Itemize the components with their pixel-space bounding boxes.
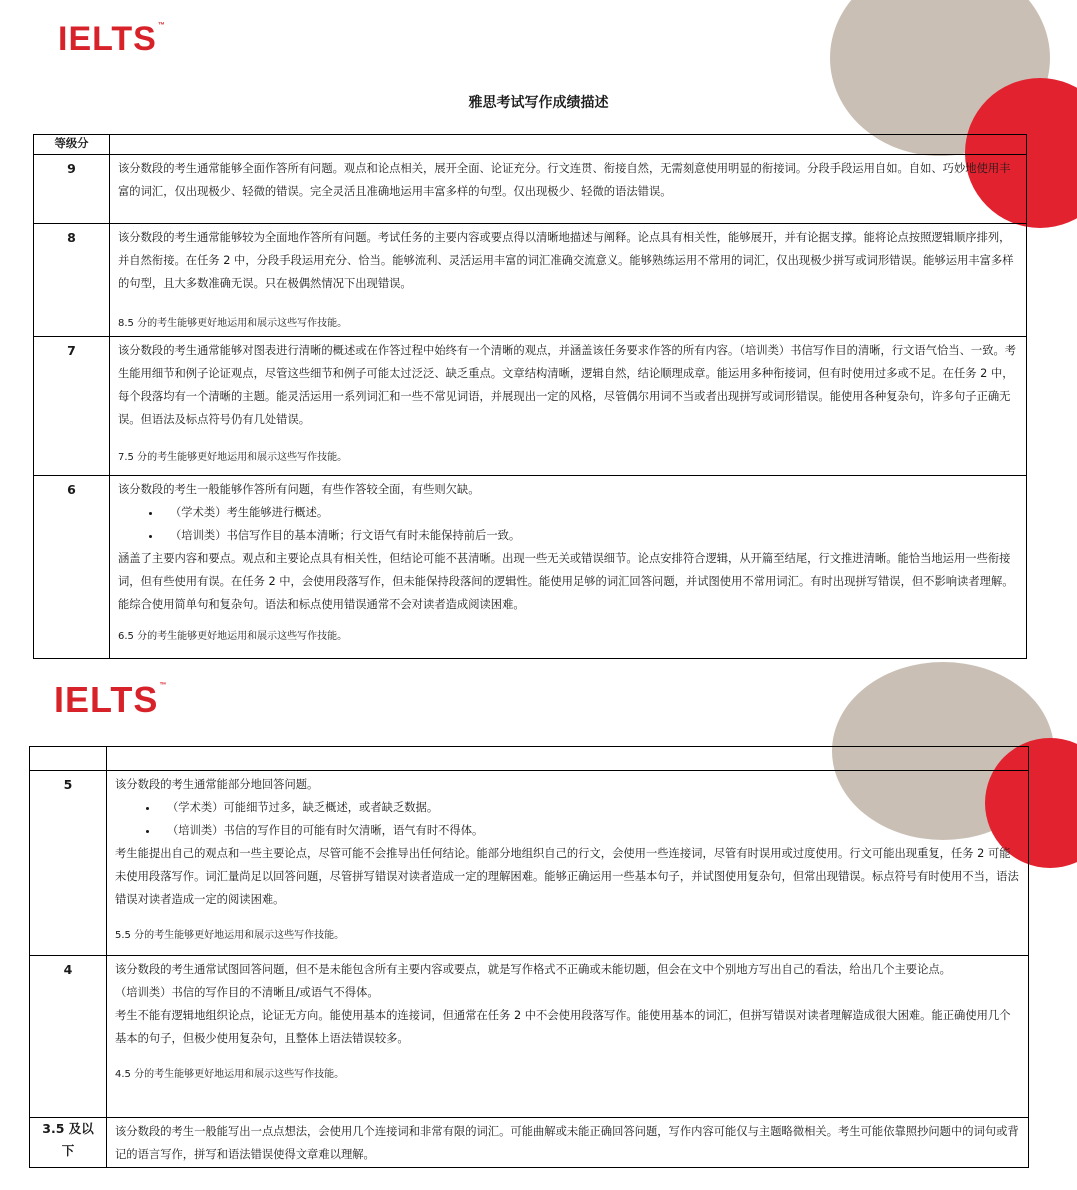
table-row xyxy=(34,337,1027,476)
bullet-item: • （学术类）考生能够进行概述。 xyxy=(162,501,1018,524)
description-text: 该分数段的考生通常能够全面作答所有问题。观点和论点相关，展开全面、论证充分。行文连贯、衔接自然，无需刻意使用明显的衔接词。分段手段运用自如。自如、巧妙地使用丰富的词汇，仅出现极少、轻微的错误。完全灵活且准确地运用丰富多样的句型。仅出现极少、轻微的语法错误。 xyxy=(118,162,1011,198)
description-text: 该分数段的考生一般能够作答所有问题，有些作答较全面，有些则欠缺。 xyxy=(118,483,480,496)
band-score: 3.5 及以下 xyxy=(30,1118,107,1168)
band-descriptor-table xyxy=(33,134,1027,659)
band-description xyxy=(107,1118,1029,1168)
half-band-note: 7.5 分的考生能够更好地运用和展示这些写作技能。 xyxy=(118,452,348,463)
band-score: 5 xyxy=(30,771,107,956)
description-text: 考生不能有逻辑地组织论点，论证无方向。能使用基本的连接词，但通常在任务 2 中不会使用段落写作。能使用基本的词汇，但拼写错误对读者理解造成很大困难。能正确使用几个基本的句子，但极少使用复杂句，且整体上语法错误较多。 xyxy=(115,1009,1011,1045)
description-text: 该分数段的考生通常能够对图表进行清晰的概述或在作答过程中始终有一个清晰的观点，并涵盖该任务要求作答的所有内容。（培训类）书信写作目的清晰，行文语气恰当、一致。考生能用细节和例子论证观点，尽管这些细节和例子可能太过泛泛、缺乏重点。文章结构清晰，逻辑自然，结论顺理成章。能运用多种衔接词，但有时使用过多或不足。在任务 2 中，每个段落均有一个清晰的主题。能灵活运用一系列词汇和一些不常见词语，并展现出一定的风格，尽管偶尔用词不当或者出现拼写或词形错误。能使用各种复杂句，许多句子正确无误。但语法及标点符号仍有几处错误。 xyxy=(118,344,1017,426)
half-band-note: 4.5 分的考生能够更好地运用和展示这些写作技能。 xyxy=(115,1069,345,1080)
table-row xyxy=(34,224,1027,337)
band-description xyxy=(110,224,1027,337)
header-band-label: 等级分 xyxy=(34,135,110,155)
table-row xyxy=(34,155,1027,224)
band-description xyxy=(110,476,1027,659)
band-description xyxy=(107,771,1029,956)
band-descriptor-table xyxy=(29,746,1029,1168)
table-header-row xyxy=(30,747,1029,771)
band-description xyxy=(107,956,1029,1118)
band-score: 8 xyxy=(34,224,110,337)
band-score: 4 xyxy=(30,956,107,1118)
bullet-item: • （学术类）可能细节过多，缺乏概述，或者缺乏数据。 xyxy=(159,796,1020,819)
table-row xyxy=(34,476,1027,659)
table-row xyxy=(30,956,1029,1118)
bullet-item: • （培训类）书信写作目的基本清晰；行文语气有时未能保持前后一致。 xyxy=(162,524,1018,547)
header-band-cell xyxy=(30,747,107,771)
band-score: 9 xyxy=(34,155,110,224)
description-text: 考生能提出自己的观点和一些主要论点，尽管可能不会推导出任何结论。能部分地组织自己的行文，会使用一些连接词，尽管有时误用或过度使用。行文可能出现重复，任务 2 可能未使用段落写作。词汇量尚足以回答问题，尽管拼写错误对读者造成一定的理解困难。能够正确运用一些基本句子，并试图使用复杂句，但常出现错误。标点符号有时使用不当，语法错误对读者造成一定的阅读困难。 xyxy=(115,847,1019,906)
ielts-logo: IELTS™ xyxy=(58,20,166,58)
table-row xyxy=(30,771,1029,956)
description-text: （培训类）书信的写作目的不清晰且/或语气不得体。 xyxy=(115,986,379,999)
ielts-logo: IELTS™ xyxy=(54,679,168,720)
document-title: 雅思考试写作成绩描述 xyxy=(468,95,609,111)
bullet-item: • （培训类）书信的写作目的可能有时欠清晰，语气有时不得体。 xyxy=(159,819,1020,842)
description-text: 该分数段的考生通常试图回答问题，但不是未能包含所有主要内容或要点，就是写作格式不正确或未能切题，但会在文中个别地方写出自己的看法，给出几个主要论点。 xyxy=(115,963,951,976)
description-text: 该分数段的考生通常能够较为全面地作答所有问题。考试任务的主要内容或要点得以清晰地描述与阐释。论点具有相关性，能够展开，并有论据支撑。能将论点按照逻辑顺序排列，并自然衔接。在任务 2 中，分段手段运用充分、恰当。能够流利、灵活运用丰富的词汇准确交流意义。能够熟练运用不常用的词汇，仅出现极少拼写或词形错误。能够运用丰富多样的句型，且大多数准确无误。只在极偶然情况下出现错误。 xyxy=(118,231,1014,290)
band-score: 7 xyxy=(34,337,110,476)
header-description-cell xyxy=(110,135,1027,155)
table-row xyxy=(30,1118,1029,1168)
table-header-row xyxy=(34,135,1027,155)
half-band-note: 8.5 分的考生能够更好地运用和展示这些写作技能。 xyxy=(118,318,348,329)
band-description xyxy=(110,337,1027,476)
header-description-cell xyxy=(107,747,1029,771)
description-text: 该分数段的考生通常能部分地回答问题。 xyxy=(115,778,319,791)
description-text: 该分数段的考生一般能写出一点点想法，会使用几个连接词和非常有限的词汇。可能曲解或未能正确回答问题，写作内容可能仅与主题略微相关。考生可能依靠照抄问题中的词句或背记的语言写作，拼写和语法错误使得文章难以理解。 xyxy=(115,1125,1019,1161)
description-text: 涵盖了主要内容和要点。观点和主要论点具有相关性，但结论可能不甚清晰。出现一些无关或错误细节。论点安排符合逻辑，从开篇至结尾，行文推进清晰。能恰当地运用一些衔接词，但有些使用有误。在任务 2 中，会使用段落写作，但未能保持段落间的逻辑性。能使用足够的词汇回答问题，并试图使用不常用词汇。有时出现拼写错误，但不影响读者理解。能综合使用简单句和复杂句。语法和标点使用错误通常不会对读者造成阅读困难。 xyxy=(118,552,1014,611)
half-band-note: 6.5 分的考生能够更好地运用和展示这些写作技能。 xyxy=(118,631,348,642)
half-band-note: 5.5 分的考生能够更好地运用和展示这些写作技能。 xyxy=(115,930,345,941)
band-score: 6 xyxy=(34,476,110,659)
band-description xyxy=(110,155,1027,224)
